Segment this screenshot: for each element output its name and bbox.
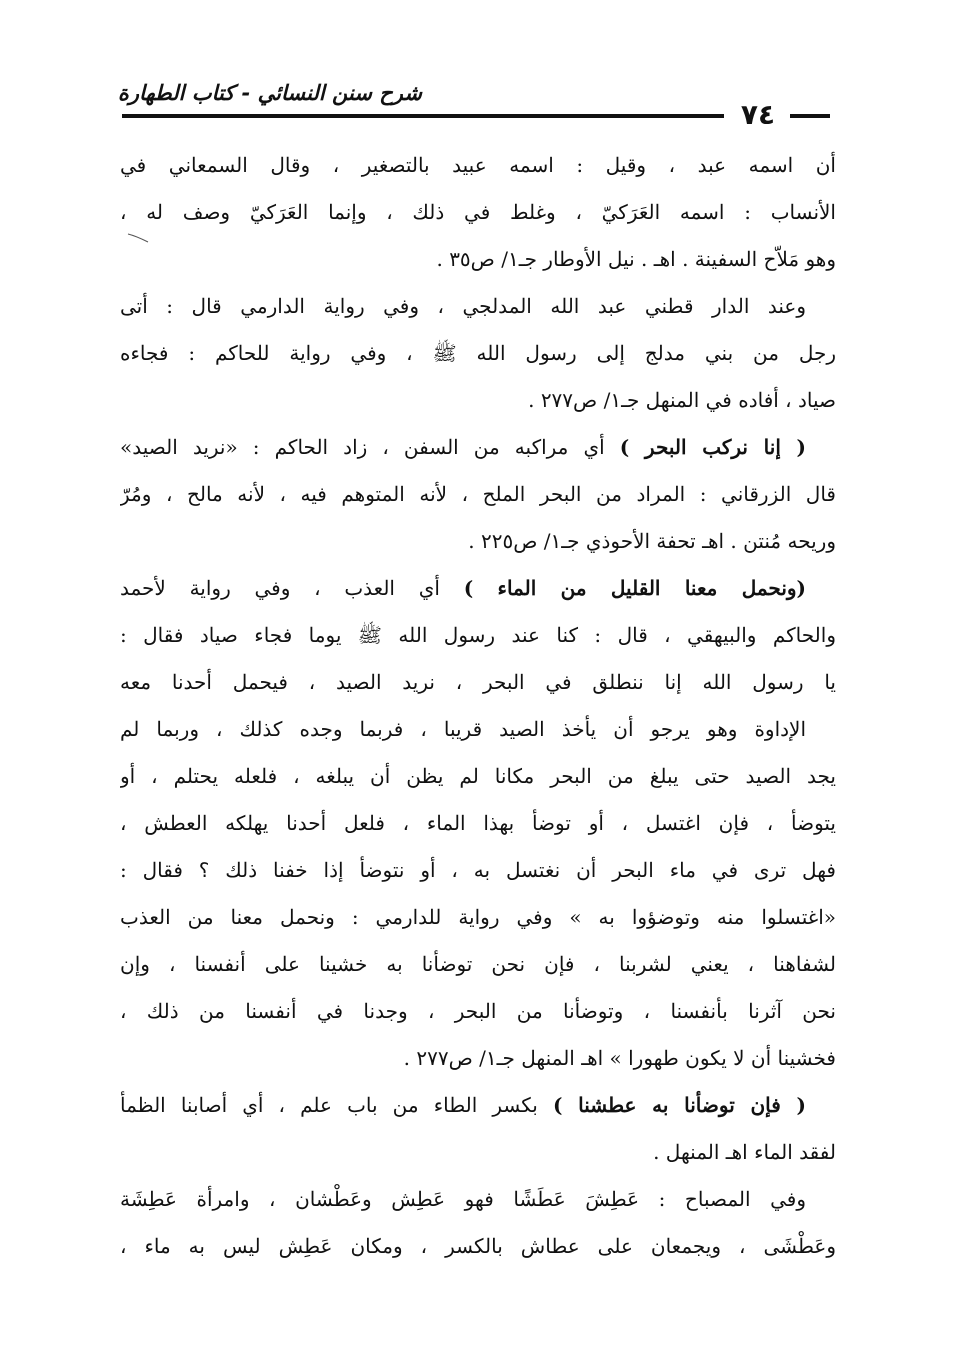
text-line: رجل من بني مدلج إلى رسول الله ﷺ ، وفي رواية للحاكم : فجاءه	[120, 341, 836, 365]
text-line: وعَطْشَى ، ويجمعان على عطاش بالكسر ، ومكان عَطِش ليس به ماء ،	[120, 1234, 836, 1258]
text-line: وريحه مُنتن . اهـ تحفة الأحوذي جـ١/ ص٢٢٥ .	[468, 529, 836, 553]
text-line: نحن آثرنا بأنفسنا ، وتوضأنا من البحر ، وجدنا في أنفسنا من ذلك ،	[120, 999, 836, 1023]
text-line-with-heading	[120, 424, 836, 471]
text-line: الأنساب : اسمه العَرَكيّ ، وغلط في ذلك ، وإنما العَرَكيّ وصف له ،	[120, 200, 836, 224]
text-line: وفي المصباح : عَطِشَ عَطَشًا فهو عَطِش وعَطْشان ، وامرأة عَطِشَة	[120, 1187, 806, 1211]
text-line: «اغتسلوا منه وتوضؤوا به » وفي رواية للدارمي : ونحمل معنا من العذب	[120, 905, 836, 929]
text-line: قال الزرقاني : المراد من البحر الملح ، لأنه المتوهم فيه ، لأنه مالح ، ومُرّ	[120, 482, 836, 506]
hadith-phrase-heading: ( إنا نركب البحر )	[619, 435, 807, 459]
text-line-with-heading	[120, 1082, 836, 1129]
text-line: وهو مَلاّح السفينة . اهـ . نيل الأوطار جـ١/ ص٣٥ .	[436, 247, 836, 271]
text-line: يجد الصيد حتى يبلغ من البحر مكانا لم يظن أن يبلغه ، فلعله يحتلم ، أو	[120, 764, 836, 788]
text-fragment: أي مراكبه من السفن ، زاد الحاكم : «نريد الصيد»	[120, 435, 605, 459]
text-line: الإداوة وهو يرجو أن يأخذ الصيد قريبا ، فربما وجده كذلك ، وربما لم	[120, 717, 806, 741]
text-line: أن اسمه عبد ، وقيل : اسمه عبيد بالتصغير ، وقال السمعاني في	[120, 153, 836, 177]
text-line: لشفاهنا ، يعني لشربنا ، فإن نحن توضأنا به خشينا على أنفسنا ، وإن	[120, 952, 836, 976]
text-line: وعند الدار قطني عبد الله المدلجي ، وفي رواية الدارمي قال : أتى	[120, 294, 806, 318]
text-line: فهل ترى في ماء البحر أن نغتسل به ، أو نتوضأ إذا خفنا ذلك ؟ فقال :	[120, 858, 836, 882]
text-line: يا رسول الله إنا ننطلق في البحر ، نريد الصيد ، فيحمل أحدنا معه	[120, 670, 836, 694]
text-line: يتوضأ ، فإن اغتسل ، أو توضأ بهذا الماء ، فلعل أحدنا يهلكه العطش ،	[120, 811, 836, 835]
text-line: صياد ، أفاده في المنهل جـ١/ ص٢٧٧ .	[528, 388, 836, 412]
text-line: فخشينا أن لا يكون طهورا » اهـ المنهل جـ١/ ص٢٧٧ .	[403, 1046, 836, 1070]
text-fragment: بكسر الطاء من باب علم ، أي أصابنا الظمأ	[120, 1093, 538, 1117]
text-line: لفقد الماء اهـ المنهل .	[653, 1140, 836, 1164]
hadith-phrase-heading: ( فإن توضأنا به عطشنا )	[552, 1093, 807, 1117]
book-title: شرح سنن النسائي - كتاب الطهارة	[117, 81, 422, 105]
header-rule-short	[790, 114, 830, 118]
header-rule	[122, 114, 724, 118]
text-line: والحاكم والبيهقي ، قال : كنا عند رسول الله ﷺ يوما فجاء صياد فقال :	[120, 623, 836, 647]
text-fragment: أي العذب ، وفي رواية لأحمد	[120, 576, 440, 600]
hadith-phrase-heading: (ونحمل معنا القليل من الماء )	[463, 576, 807, 600]
text-line-with-heading	[120, 565, 836, 612]
main-text	[120, 142, 836, 1270]
page-number: ٧٤	[740, 98, 776, 131]
